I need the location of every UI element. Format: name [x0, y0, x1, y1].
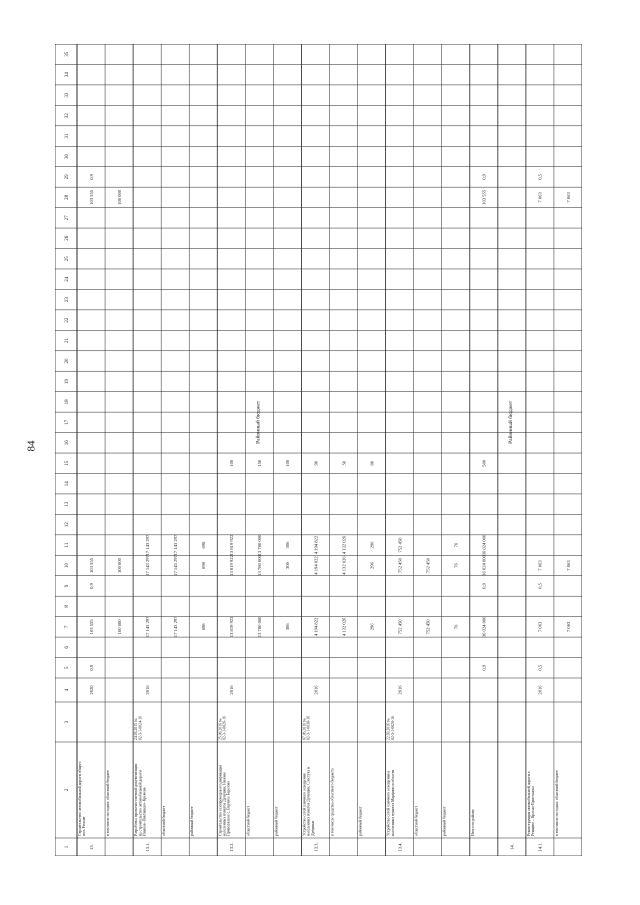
cell-value: 752 450 — [397, 537, 403, 553]
cell-value: 2016 — [313, 685, 319, 695]
cell-text: областной бюджет — [414, 806, 419, 836]
cell-value: 90 — [313, 460, 319, 466]
column-number: 19 — [65, 378, 70, 384]
cell-value: 13.3. — [313, 842, 319, 852]
cell-value: 0,9 — [481, 664, 487, 671]
cell-value: 17 143 297 — [144, 616, 150, 638]
cell-value: 500 — [481, 459, 487, 467]
cell-value: 752 450 — [397, 619, 403, 635]
column-number: 15 — [65, 460, 70, 466]
column-number: 35 — [65, 51, 70, 57]
rotated-budget-table — [55, 44, 582, 856]
cell-value: 17 143 297 — [144, 534, 150, 556]
column-number: 24 — [65, 276, 70, 282]
cell-value: 306 — [285, 562, 291, 569]
cell-text: районный бюджет — [190, 806, 195, 836]
cell-value: 296 — [369, 541, 375, 549]
cell-value: 13.4. — [397, 842, 403, 852]
cell-text: 02-3-1-0020-16 — [390, 715, 395, 740]
column-number: 22 — [65, 317, 70, 323]
section-label: Районный бюджет — [255, 400, 262, 444]
cell-text: населенных пунктов Дунушки, Нижнее — [222, 771, 227, 836]
cell-text: на строительство автомобильной дороги — [138, 770, 143, 836]
cell-value: 103 555 — [88, 619, 94, 635]
cell-value: 0,9 — [88, 664, 94, 671]
cell-text: в том числе по годам: областной бюджет — [554, 770, 559, 836]
column-number: 16 — [65, 440, 70, 446]
cell-value: 7 063 — [537, 621, 543, 633]
cell-value: 13 780 000 — [257, 616, 263, 638]
column-number: 27 — [65, 215, 70, 221]
column-number: 21 — [65, 338, 70, 344]
column-number: 13 — [65, 501, 70, 507]
cell-text: Строительство газопроводов и газификация — [218, 764, 223, 836]
cell-value: 100 000 — [116, 558, 122, 573]
cell-value: 306 — [285, 541, 291, 549]
cell-text: областной бюджет — [162, 806, 167, 836]
cell-value: 2020 — [88, 685, 94, 695]
cell-value: 13. — [88, 844, 94, 850]
cell-text: 02-3-1-0024-16 — [138, 715, 143, 740]
column-number: 4 — [65, 688, 70, 692]
column-number: 7 — [65, 625, 70, 629]
cell-value: 2016 — [144, 685, 150, 695]
column-number: 12 — [65, 522, 70, 528]
cell-text: Приволжское с. Верхнее Березово — [226, 780, 231, 836]
cell-text: Дунушки — [310, 820, 315, 836]
column-number: 25 — [65, 256, 70, 262]
cell-value: 0,9 — [481, 174, 487, 180]
column-number: 33 — [65, 92, 70, 98]
cell-value: 13.2. — [229, 842, 235, 852]
cell-value: 76 — [453, 542, 459, 548]
cell-value: 100 000 — [116, 619, 122, 635]
cell-value: 752 450 — [425, 619, 431, 635]
column-number: 11 — [65, 542, 70, 548]
cell-value: 103 555 — [481, 189, 487, 205]
cell-value: 4 194 822 — [313, 535, 319, 555]
cell-value: 17 143 297 — [172, 534, 178, 556]
cell-value: 4 132 026 — [341, 535, 347, 555]
cell-value: 150 — [257, 459, 263, 467]
cell-value: 0,5 — [537, 174, 543, 180]
cell-text: Разработка проектно-сметной документации — [134, 763, 139, 836]
column-number: 18 — [65, 399, 70, 405]
column-number: 32 — [65, 113, 70, 119]
column-number: 5 — [65, 666, 70, 670]
cell-value: 698 — [201, 562, 207, 569]
cell-text: Ртищево – Красно-Пристанско — [531, 786, 536, 836]
cell-text: 22.03.2016 № — [386, 718, 391, 740]
column-number: 23 — [65, 297, 70, 303]
column-number: 10 — [65, 563, 70, 569]
cell-text: Ишаков–Пиктяшево–Кремень — [142, 787, 147, 836]
cell-text: районный бюджет — [274, 806, 279, 836]
cell-text: районный бюджет — [358, 806, 363, 836]
cell-text: Строительство автомобильной дороги общего — [78, 761, 82, 836]
column-number: 9 — [65, 584, 70, 588]
cell-value: 752 450 — [397, 558, 403, 573]
cell-value: 7 063 — [565, 192, 571, 203]
cell-value: 296 — [369, 562, 375, 569]
column-number: 34 — [65, 72, 70, 78]
cell-text: в том числе по годам: областной бюджет — [106, 770, 111, 836]
cell-value: 0,5 — [537, 583, 543, 589]
cell-value: 0,9 — [481, 583, 487, 589]
column-number: 17 — [65, 419, 70, 425]
cell-text: 02-3-1-0026-16 — [222, 715, 227, 740]
cell-value: 4 132 026 — [341, 617, 347, 637]
cell-text: населенных пунктах Марфино и области — [390, 769, 395, 836]
column-number: 3 — [65, 720, 70, 724]
cell-value: 2016 — [537, 685, 543, 695]
column-number: 8 — [65, 605, 70, 608]
cell-text: 24.03.2015 № — [134, 718, 139, 740]
column-number: 20 — [65, 358, 70, 364]
cell-value: 698 — [201, 541, 207, 549]
column-number: 26 — [65, 235, 70, 241]
cell-value: 752 450 — [425, 558, 431, 573]
page-number: 84 — [25, 440, 38, 452]
cell-value: 76 — [453, 563, 459, 568]
cell-value: 296 — [369, 623, 375, 631]
cell-value: 14. — [509, 844, 515, 850]
column-number: 31 — [65, 133, 70, 139]
cell-value: 306 — [285, 623, 291, 631]
cell-value: 7 063 — [537, 560, 543, 571]
cell-value: 698 — [201, 623, 207, 631]
cell-value: 0,5 — [537, 664, 543, 671]
cell-value: 13 819 922 — [229, 534, 235, 556]
cell-value: 100 000 — [116, 189, 122, 205]
cell-value: 36 024 000 — [481, 534, 487, 556]
cell-value: 103 555 — [88, 558, 94, 573]
cell-value: 36 024 000 — [481, 555, 487, 576]
cell-value: 13 780 000 — [257, 534, 263, 556]
column-number: 14 — [65, 481, 70, 487]
cell-value: 4 194 822 — [313, 617, 319, 637]
cell-value: 17 143 297 — [144, 555, 150, 576]
cell-value: 14.1. — [537, 842, 543, 852]
cell-value: 0,9 — [88, 174, 94, 180]
cell-value: 36 024 000 — [481, 616, 487, 638]
cell-value: 100 — [285, 459, 291, 467]
cell-value: 76 — [453, 624, 459, 630]
cell-text: в том числе средства областного бюджета — [330, 768, 335, 836]
column-number: 1 — [65, 845, 70, 849]
cell-text: Устройство сетей уличного освещения — [302, 773, 307, 836]
cell-value: 13.1. — [144, 842, 150, 852]
cell-text: пол. Ремонт — [82, 816, 87, 836]
cell-value: 80 — [369, 460, 375, 466]
cell-value: 7 063 — [565, 621, 571, 633]
cell-text: Устройство сетей уличного освещения в — [386, 770, 391, 836]
cell-text: 07.06.2016 № — [302, 718, 307, 740]
section-label: Районный бюджет — [507, 400, 514, 444]
cell-value: 7 063 — [537, 192, 543, 203]
cell-text: Итого по району — [470, 809, 475, 836]
cell-value: 4 194 822 — [313, 556, 319, 575]
cell-value: 13 819 922 — [229, 555, 235, 576]
cell-text: областной бюджет — [246, 806, 251, 836]
cell-value: 7 063 — [565, 560, 571, 571]
column-number: 2 — [65, 788, 70, 792]
cell-value: 13 819 922 — [229, 616, 235, 638]
cell-value: 2016 — [397, 685, 403, 695]
cell-value: 17 143 297 — [172, 616, 178, 638]
cell-text: Реконструкция автомобильной дороги г. — [526, 771, 531, 836]
cell-text: 02-3-1-0038-16 — [306, 715, 311, 740]
cell-text: населенных пунктов Дунушки, Сластуха и — [306, 766, 311, 836]
column-number: 30 — [65, 153, 70, 159]
cell-value: 100 — [229, 459, 235, 467]
cell-value: 50 — [341, 460, 347, 466]
cell-value: 103 555 — [88, 189, 94, 205]
column-number: 6 — [65, 646, 70, 649]
column-number: 29 — [65, 174, 70, 180]
cell-value: 4 132 026 — [341, 556, 347, 575]
column-number: 28 — [65, 194, 70, 200]
cell-value: 17 143 297 — [172, 555, 178, 576]
cell-value: 0,9 — [88, 583, 94, 589]
cell-value: 2016 — [229, 685, 235, 695]
cell-value: 13 780 000 — [257, 555, 263, 576]
cell-text: районный бюджет — [442, 806, 447, 836]
cell-text: 25.06.2016 № — [218, 718, 223, 740]
